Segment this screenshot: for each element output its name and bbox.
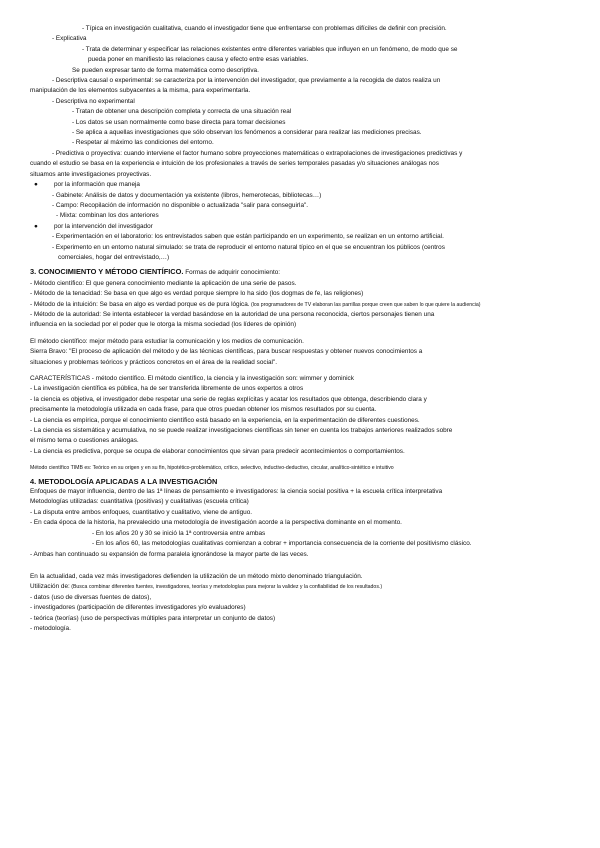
text-line: pueda poner en manifiesto las relaciones causa y efecto entre esas variables.	[88, 56, 309, 64]
text-line: - datos (uso de diversas fuentes de datos),	[30, 593, 152, 601]
section-heading-4: 4. METODOLOGÍA APLICADAS A LA INVESTIGACIÓN	[30, 476, 218, 486]
text-line: Se pueden expresar tanto de forma matemática como descriptiva.	[72, 66, 259, 74]
text-line: manipulación de los elementos subyacentes a la misma, para experimentarla.	[30, 87, 251, 95]
text-line: - La ciencia es sistemática y acumulativa, no se puede realizar investigaciones científicas sin tener en cuenta los trabajos anteriores realizados sobre	[30, 427, 453, 435]
text-line: En la actualidad, cada vez más investigadores defienden la utilización de un método mixto denominado triangulación.	[30, 572, 363, 580]
text-line: El método científico: mejor método para estudiar la comunicación y los medios de comunicación.	[30, 337, 304, 345]
text-line: - En cada época de la historia, ha prevalecido una metodología de investigación acorde a la perspectiva dominante en el momento.	[30, 519, 402, 527]
text-line: Enfoques de mayor influencia, dentro de las 1ª líneas de pensamiento e investigadores: la ciencia social positiva + la escuela crítica interpretativa	[30, 488, 443, 496]
text-line: cuando el estudio se basa en la experiencia e intuición de los profesionales a través de series temporales pasadas y/o situaciones análogas nos	[30, 160, 439, 168]
text-line: - La disputa entre ambos enfoques, cuantitativo y cualitativo, viene de antiguo.	[30, 508, 253, 516]
text-line: - Se aplica a aquellas investigaciones que sólo observan los fenómenos a considerar para realizar las mediciones precisas.	[72, 129, 422, 137]
text-line: - La ciencia es empírica, porque el conocimiento científico está basado en la experiencia, en la experimentación de diferentes cuestiones.	[30, 416, 420, 424]
text-line: - La investigación científica es pública, ha de ser transferida libremente de unos expertos a otros	[30, 385, 304, 393]
text-line: - Los datos se usan normalmente como base directa para tomar decisiones	[72, 118, 286, 126]
text-line	[30, 582, 572, 592]
section-heading-3	[30, 267, 572, 278]
text-line: - Método científico: El que genera conocimiento mediante la aplicación de una serie de pasos.	[30, 279, 297, 287]
text-line: - Descriptiva no experimental	[52, 97, 135, 105]
text-line: - investigadores (participación de diferentes investigadores y/o evaluadores)	[30, 604, 246, 612]
bullet-text: por la intervención del investigador	[54, 222, 153, 230]
text-note: (los programadores de TV elaboran las parrillas porque creen que saben lo que quiere la audiencia)	[249, 301, 481, 308]
text-line: comerciales, hogar del entrevistado,…)	[58, 253, 170, 261]
list-item	[30, 222, 572, 232]
bullet-text: por la información que maneja	[54, 181, 140, 189]
text-line: - la ciencia es objetiva, el investigador debe respetar una serie de reglas explícitas y acatar los resultados que obtenga, describiendo clara y	[30, 395, 427, 403]
text-line: - Predictiva o proyectiva: cuando interviene el factor humano sobre proyecciones matemáticas o extrapolaciones de investigaciones predictivas y	[52, 149, 463, 157]
text-line: Metodologías utilizadas: cuantitativa (positivas) y cualitativas (escuela crítica)	[30, 498, 249, 506]
text-line: - Mixta: combinan los dos anteriores	[56, 212, 159, 220]
text-line: - Método de la tenacidad: Se basa en que algo es verdad porque siempre lo ha sido (los dogmas de fe, las religiones)	[30, 290, 364, 298]
text-line: - Experimentación en el laboratorio: los entrevistados saben que están participando en un experimento, se realizan en un entorno artificial.	[52, 233, 444, 241]
text-line: Sierra Bravo: "El proceso de aplicación del método y de las técnicas científicas, para buscar respuestas y obtener nuevos conocimientos a	[30, 348, 423, 356]
text-line: - En los años 20 y 30 se inició la 1ª controversia entre ambas	[92, 529, 266, 537]
text-line: - Explicativa	[52, 35, 87, 43]
text-main: Utilización de:	[30, 583, 70, 591]
list-item	[30, 180, 572, 190]
text-line: - teórica (teorías) (uso de perspectivas múltiples para interpretar un conjunto de datos)	[30, 614, 276, 622]
text-line: - Experimento en un entorno natural simulado: se trata de reproducir el entorno natural típico en el que se encuentran los públicos (centros	[52, 243, 445, 251]
text-line: - Método de la autoridad: Se intenta establecer la verdad basándose en la autoridad de una persona reconocida, ciertos personajes tienen una	[30, 310, 435, 318]
text-line: - Tratan de obtener una descripción completa y correcta de una situación real	[72, 108, 292, 116]
text-line: - Gabinete: Análisis de datos y documentación ya existente (libros, hemerotecas, bibliotecas…)	[52, 191, 322, 199]
text-line: Método científico TIMB es: Teórico en su origen y en su fin, hipotético-problemático, crítico, selectivo, inductivo-deductivo, circular, analítico-sintético e intuitivo	[30, 465, 394, 472]
text-note: (Busca combinar diferentes fuentes, investigadores, teorías y metodologías para mejorar la validez y la confiabilidad de los resultados.)	[69, 584, 383, 591]
text-line: influencia en la sociedad por el poder que le otorga la misma sociedad (los líderes de opinión)	[30, 321, 297, 329]
text-line: CARACTERÍSTICAS - método científico. El método científico, la ciencia y la investigación son: wimmer y dominick	[30, 375, 354, 382]
text-line: - Trata de determinar y especificar las relaciones existentes entre diferentes variables que influyen en un fenómeno, de modo que se	[82, 45, 458, 53]
section-subtitle: Formas de adquirir conocimiento:	[183, 269, 281, 277]
text-line: - Ambas han continuado su expansión de forma paralela ignorándose la mayor parte de las veces.	[30, 550, 309, 558]
text-line: - Respetar al máximo las condiciones del entorno.	[72, 139, 214, 147]
text-line: el mismo tema o cuestiones análogas.	[30, 437, 139, 445]
text-line: situamos ante investigaciones proyectivas.	[30, 170, 152, 178]
text-line: - metodología.	[30, 624, 71, 632]
bullet-icon: ●	[34, 181, 38, 189]
text-line	[30, 300, 572, 310]
text-line: - La ciencia es predictiva, porque se ocupa de elaborar conocimientos que sirvan para predecir acontecimientos o comportamientos.	[30, 447, 405, 455]
text-line: - Campo: Recopilación de información no disponible o actualizada "salir para conseguirla".	[52, 201, 309, 209]
bullet-icon: ●	[34, 222, 38, 230]
text-line: - Típica en investigación cualitativa, cuando el investigador tiene que enfrentarse con problemas difíciles de definir con precisión.	[82, 25, 447, 32]
text-line: situaciones y problemas teóricos y prácticos concretos en el área de la realidad social".	[30, 358, 278, 366]
section-title: 3. CONOCIMIENTO Y MÉTODO CIENTÍFICO.	[30, 267, 184, 277]
text-main: - Método de la intuición: Se basa en algo es verdad porque es de pura lógica.	[30, 300, 250, 308]
text-line: - Descriptiva causal o experimental: se caracteriza por la intervención del investigador, que previamente a la recogida de datos realiza un	[52, 77, 441, 85]
text-line: precisamente la metodología utilizada en cada frase, para que otros puedan obtener los mismos resultados por su cuenta.	[30, 406, 377, 414]
text-line: - En los años 60, las metodologías cualitativas comienzan a cobrar + importancia consecuencia de la corriente del positivismo clásico.	[92, 540, 472, 548]
